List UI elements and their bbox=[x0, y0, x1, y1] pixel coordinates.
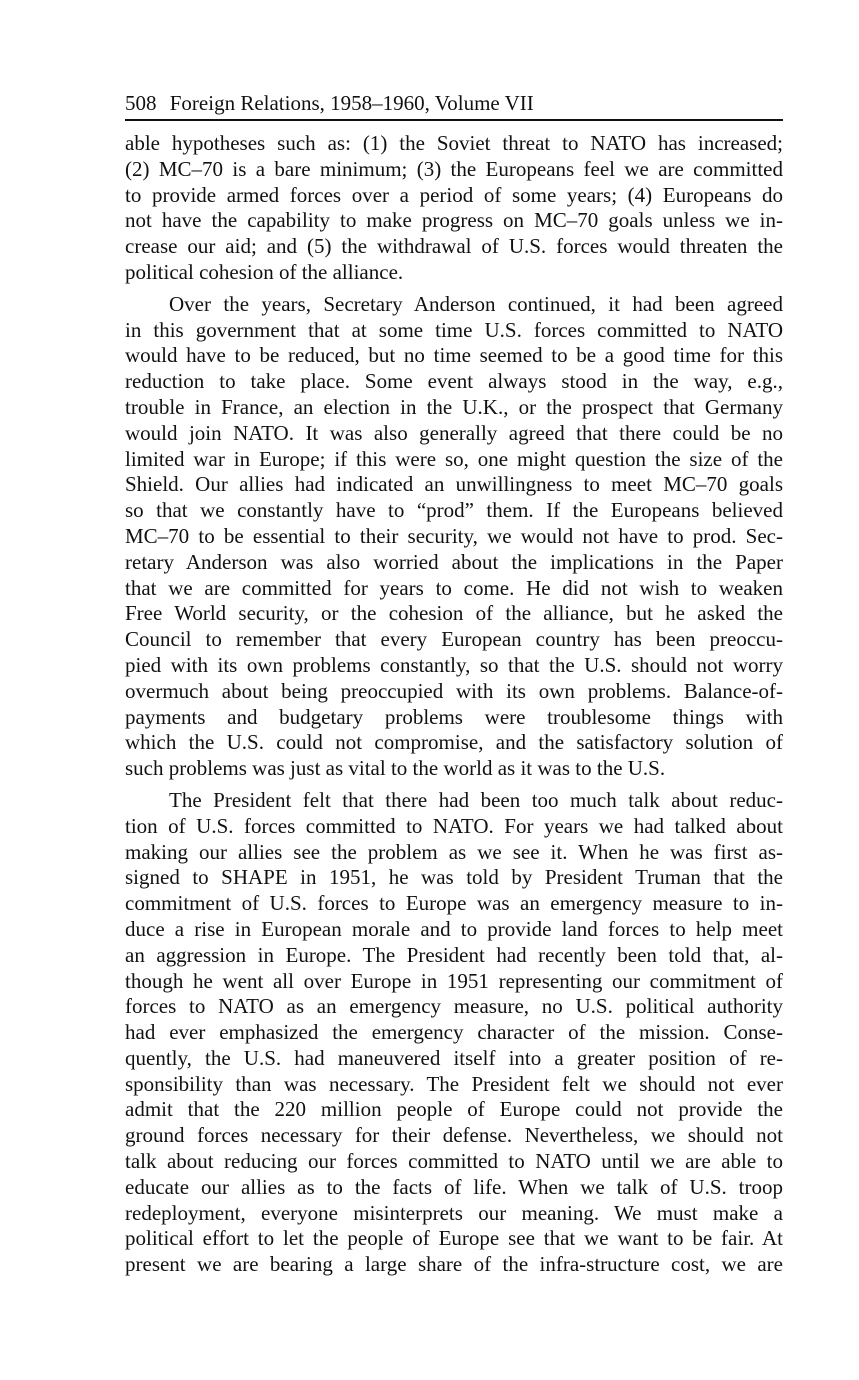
text-line: commitment of U.S. forces to Europe was an emergency measure to in- bbox=[125, 891, 783, 916]
text-line: trouble in France, an election in the U.K., or the prospect that Germany bbox=[125, 394, 783, 419]
text-line: reduction to take place. Some event always stood in the way, e.g., bbox=[125, 369, 783, 394]
text-line: Shield. Our allies had indicated an unwillingness to meet MC–70 goals bbox=[125, 472, 783, 497]
header-rule bbox=[125, 119, 783, 121]
running-title: Foreign Relations, 1958–1960, Volume VII bbox=[169, 91, 534, 115]
text-line: such problems was just as vital to the world as it was to the U.S. bbox=[125, 756, 666, 781]
text-line: quently, the U.S. had maneuvered itself into a greater position of re- bbox=[125, 1045, 783, 1070]
text-line: able hypotheses such as: (1) the Soviet threat to NATO has increased; bbox=[125, 131, 783, 155]
text-line: an aggression in Europe. The President had recently been told that, al- bbox=[125, 942, 783, 967]
text-line: admit that the 220 million people of Europe could not provide the bbox=[125, 1097, 783, 1122]
text-line: which the U.S. could not compromise, and the satisfactory solution of bbox=[125, 730, 783, 755]
text-line: talk about reducing our forces committed to NATO until we are able to bbox=[125, 1149, 783, 1174]
text-line: The President felt that there had been too much talk about reduc- bbox=[169, 787, 783, 812]
text-line: signed to SHAPE in 1951, he was told by President Truman that the bbox=[125, 865, 783, 890]
text-line: present we are bearing a large share of the infra-structure cost, we are bbox=[125, 1252, 783, 1277]
text-line: crease our aid; and (5) the withdrawal of U.S. forces would threaten the bbox=[125, 234, 783, 259]
text-line: sponsibility than was necessary. The President felt we should not ever bbox=[125, 1071, 783, 1096]
text-line: payments and budgetary problems were troublesome things with bbox=[125, 704, 783, 729]
text-line: political cohesion of the alliance. bbox=[125, 259, 404, 284]
text-line: ground forces necessary for their defense. Nevertheless, we should not bbox=[125, 1123, 783, 1148]
text-line: redeployment, everyone misinterprets our meaning. We must make a bbox=[125, 1200, 783, 1225]
text-line: retary Anderson was also worried about the implications in the Paper bbox=[125, 549, 783, 574]
text-line: MC–70 to be essential to their security, we would not have to prod. Sec- bbox=[125, 523, 783, 548]
text-line: would have to be reduced, but no time seemed to be a good time for this bbox=[125, 343, 783, 368]
paragraph-2 bbox=[125, 292, 783, 782]
text-line: that we are committed for years to come. He did not wish to weaken bbox=[125, 575, 783, 600]
text-line: duce a rise in European morale and to provide land forces to help meet bbox=[125, 916, 783, 941]
running-header bbox=[125, 88, 783, 118]
text-line: Over the years, Secretary Anderson continued, it had been agreed bbox=[169, 291, 783, 316]
text-line: though he went all over Europe in 1951 representing our commitment of bbox=[125, 968, 783, 993]
text-line: Council to remember that every European country has been preoccu- bbox=[125, 627, 783, 652]
text-line: so that we constantly have to “prod” them. If the Europeans believed bbox=[125, 498, 783, 523]
text-line: forces to NATO as an emergency measure, no U.S. political authority bbox=[125, 994, 783, 1019]
page-number: 508 bbox=[125, 91, 157, 115]
text-line: overmuch about being preoccupied with its own problems. Balance-of- bbox=[125, 678, 783, 703]
text-line: to provide armed forces over a period of some years; (4) Europeans do bbox=[125, 182, 783, 207]
text-line: educate our allies as to the facts of life. When we talk of U.S. troop bbox=[125, 1174, 783, 1199]
document-body bbox=[125, 131, 783, 1284]
text-line: (2) MC–70 is a bare minimum; (3) the Europeans feel we are committed bbox=[125, 156, 783, 181]
text-line: not have the capability to make progress on MC–70 goals unless we in- bbox=[125, 208, 783, 233]
text-line: Free World security, or the cohesion of the alliance, but he asked the bbox=[125, 601, 783, 626]
paragraph-3 bbox=[125, 788, 783, 1278]
text-line: making our allies see the problem as we see it. When he was first as- bbox=[125, 839, 783, 864]
paragraph-1 bbox=[125, 131, 783, 286]
text-line: political effort to let the people of Europe see that we want to be fair. At bbox=[125, 1226, 783, 1251]
text-line: limited war in Europe; if this were so, one might question the size of the bbox=[125, 446, 783, 471]
text-line: would join NATO. It was also generally agreed that there could be no bbox=[125, 420, 783, 445]
text-line: in this government that at some time U.S. forces committed to NATO bbox=[125, 317, 783, 342]
text-line: tion of U.S. forces committed to NATO. For years we had talked about bbox=[125, 813, 783, 838]
text-line: pied with its own problems constantly, so that the U.S. should not worry bbox=[125, 652, 783, 677]
text-line: had ever emphasized the emergency character of the mission. Conse- bbox=[125, 1020, 783, 1045]
